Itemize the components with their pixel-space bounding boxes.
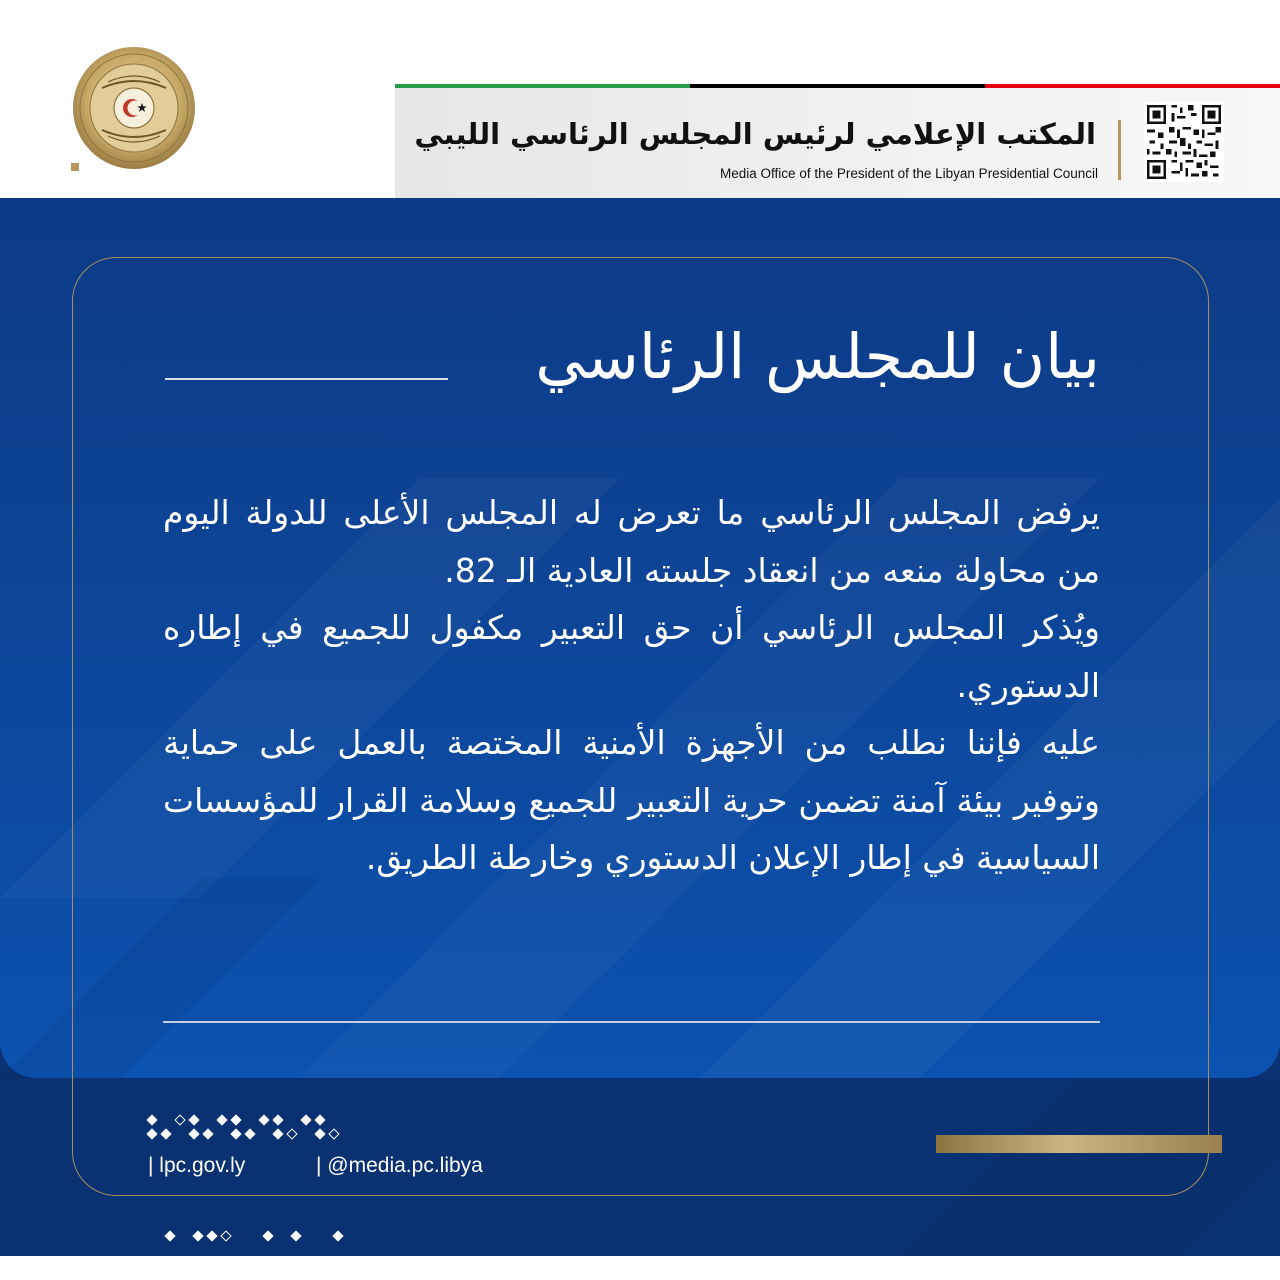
- gold-accent-bar: [936, 1135, 1222, 1153]
- title-underline: [165, 378, 448, 380]
- diamond-dots-decoration: [148, 1116, 324, 1124]
- qr-code-icon: [1144, 102, 1224, 182]
- seal-accent-square: [71, 163, 79, 171]
- office-name-arabic: المكتب الإعلامي لرئيس المجلس الرئاسي الليبي: [414, 117, 1096, 151]
- header: [0, 0, 1280, 198]
- statement-paragraph: ويُذكر المجلس الرئاسي أن حق التعبير مكفول للجميع في إطاره الدستوري.: [163, 608, 1100, 705]
- social-handle-link[interactable]: | @media.pc.libya: [316, 1154, 483, 1177]
- header-divider: [1118, 120, 1121, 180]
- content-divider: [163, 1021, 1100, 1023]
- diamond-dots-decoration: [148, 1130, 338, 1138]
- statement-paragraph: عليه فإننا نطلب من الأجهزة الأمنية المختصة بالعمل على حماية وتوفير بيئة آمنة تضمن حرية التعبير للجميع وسلامة القرار للمؤسسات السياسية في إطار الإعلان الدستوري وخارطة الطريق.: [163, 723, 1100, 877]
- office-name-english: Media Office of the President of the Libyan Presidential Council: [720, 166, 1098, 181]
- flag-color-line: [395, 84, 1280, 88]
- statement-title: بيان للمجلس الرئاسي: [535, 320, 1100, 393]
- libya-presidential-seal-icon: [72, 46, 196, 170]
- diamond-dots-decoration: [166, 1232, 342, 1240]
- website-link[interactable]: | lpc.gov.ly: [148, 1154, 246, 1177]
- statement-body: [163, 484, 1100, 887]
- statement-paragraph: يرفض المجلس الرئاسي ما تعرض له المجلس الأعلى للدولة اليوم من محاولة منعه من انعقاد جلسته العادية الـ 82.: [163, 493, 1100, 590]
